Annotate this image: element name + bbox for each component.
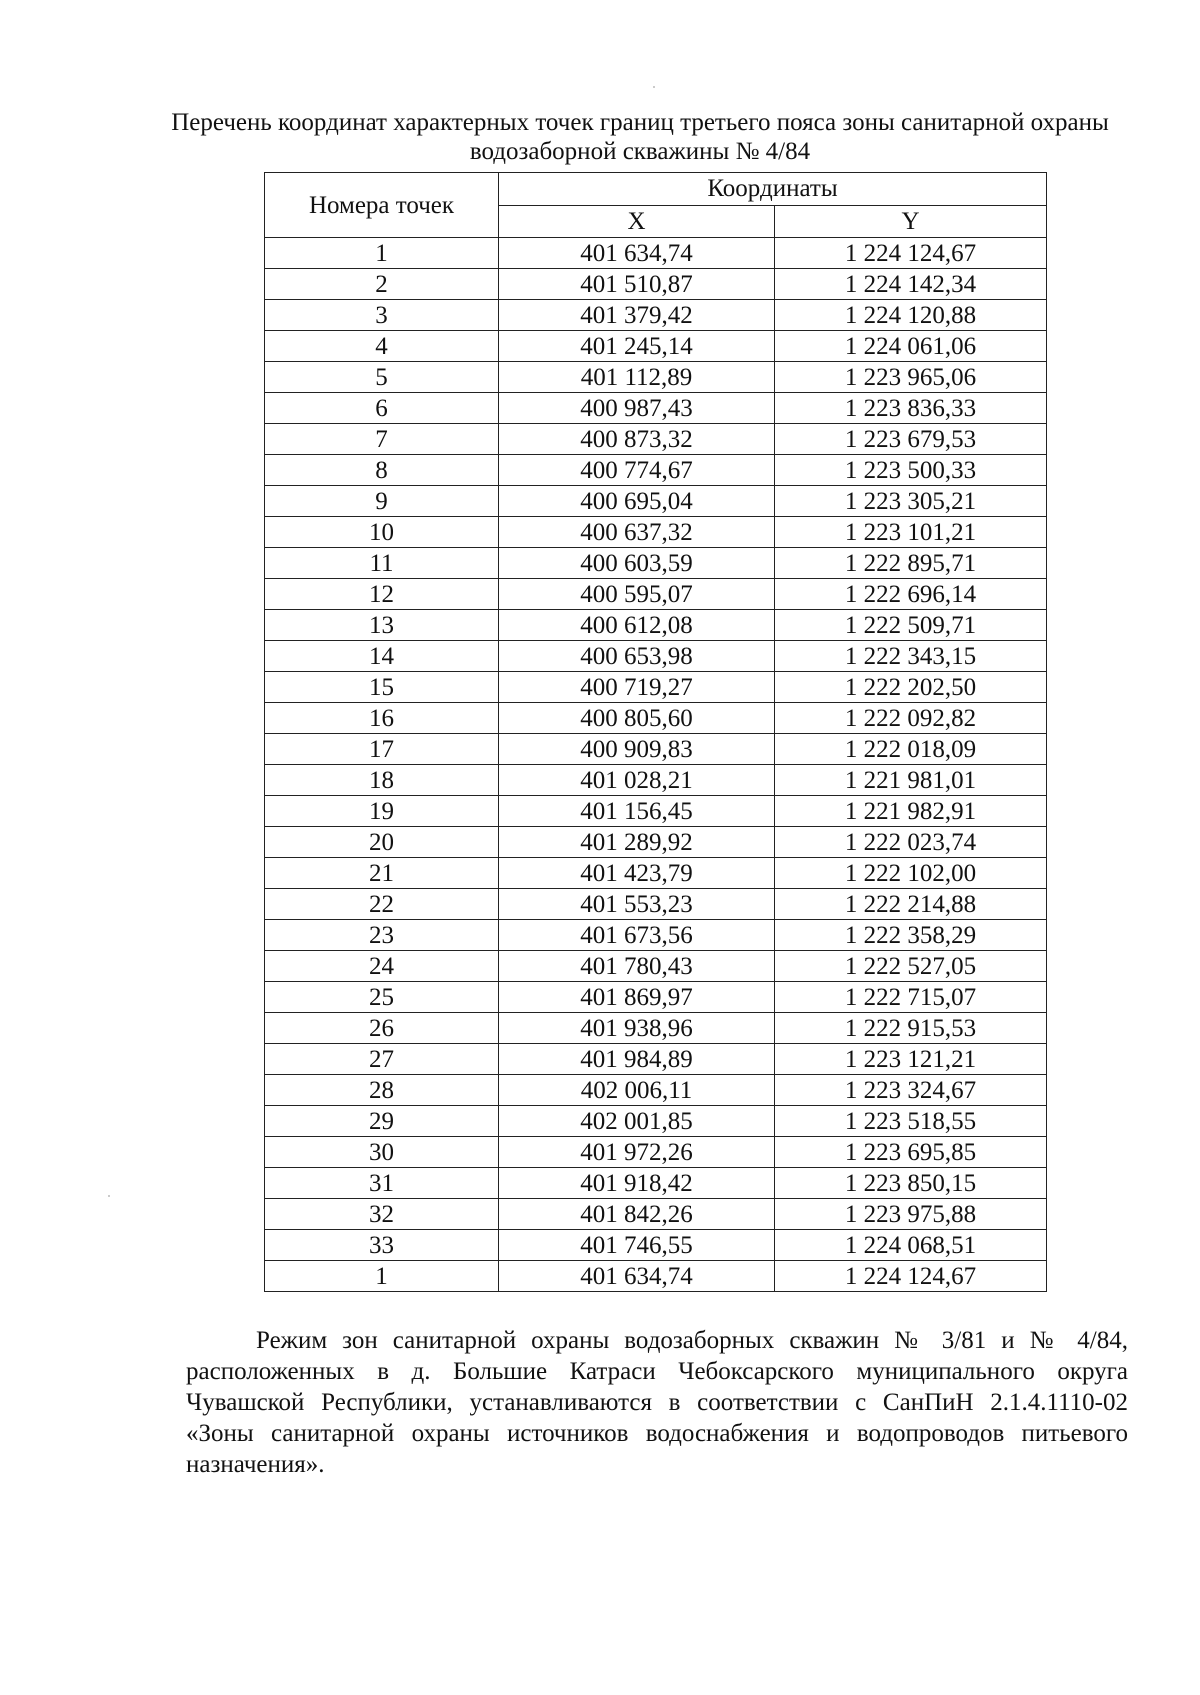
table-row bbox=[265, 393, 1047, 424]
point-number-cell: 10 bbox=[265, 517, 499, 548]
point-number-cell: 1 bbox=[265, 1261, 499, 1292]
x-coordinate-cell: 400 637,32 bbox=[499, 517, 775, 548]
point-number-cell: 23 bbox=[265, 920, 499, 951]
table-row bbox=[265, 827, 1047, 858]
x-coordinate-cell: 401 634,74 bbox=[499, 1261, 775, 1292]
point-number-cell: 17 bbox=[265, 734, 499, 765]
x-coordinate-cell: 400 987,43 bbox=[499, 393, 775, 424]
table-row bbox=[265, 424, 1047, 455]
table-row bbox=[265, 300, 1047, 331]
y-coordinate-cell: 1 223 324,67 bbox=[775, 1075, 1047, 1106]
table-body bbox=[265, 238, 1047, 1292]
table-row bbox=[265, 331, 1047, 362]
table-row bbox=[265, 734, 1047, 765]
table-row bbox=[265, 1044, 1047, 1075]
table-row bbox=[265, 703, 1047, 734]
y-coordinate-cell: 1 222 092,82 bbox=[775, 703, 1047, 734]
y-coordinate-cell: 1 223 305,21 bbox=[775, 486, 1047, 517]
x-coordinate-cell: 400 719,27 bbox=[499, 672, 775, 703]
table-row bbox=[265, 486, 1047, 517]
x-coordinate-cell: 401 780,43 bbox=[499, 951, 775, 982]
table-row bbox=[265, 641, 1047, 672]
y-coordinate-cell: 1 222 343,15 bbox=[775, 641, 1047, 672]
y-coordinate-cell: 1 223 850,15 bbox=[775, 1168, 1047, 1199]
table-row bbox=[265, 1106, 1047, 1137]
x-coordinate-cell: 401 972,26 bbox=[499, 1137, 775, 1168]
table-row bbox=[265, 1013, 1047, 1044]
x-coordinate-cell: 401 842,26 bbox=[499, 1199, 775, 1230]
point-number-cell: 30 bbox=[265, 1137, 499, 1168]
x-coordinate-cell: 402 001,85 bbox=[499, 1106, 775, 1137]
point-number-cell: 20 bbox=[265, 827, 499, 858]
table-row bbox=[265, 548, 1047, 579]
x-coordinate-cell: 401 746,55 bbox=[499, 1230, 775, 1261]
x-coordinate-cell: 402 006,11 bbox=[499, 1075, 775, 1106]
y-coordinate-cell: 1 223 679,53 bbox=[775, 424, 1047, 455]
regime-paragraph: Режим зон санитарной охраны водозаборных скважин № 3/81 и № 4/84, расположенных в д. Большие Катраси Чебоксарского муниципального округа Чувашской Республики, устанавливаются в соответствии с СанПиН 2.1.4.1110-02 «Зоны санитарной охраны источников водоснабжения и водопроводов питьевого назначения». bbox=[186, 1327, 1128, 1478]
table-row bbox=[265, 889, 1047, 920]
y-coordinate-cell: 1 222 358,29 bbox=[775, 920, 1047, 951]
table-row bbox=[265, 362, 1047, 393]
point-number-cell: 1 bbox=[265, 238, 499, 269]
x-coordinate-cell: 401 634,74 bbox=[499, 238, 775, 269]
x-coordinate-cell: 400 909,83 bbox=[499, 734, 775, 765]
point-number-cell: 2 bbox=[265, 269, 499, 300]
x-coordinate-cell: 401 869,97 bbox=[499, 982, 775, 1013]
table-row bbox=[265, 1261, 1047, 1292]
x-coordinate-cell: 400 595,07 bbox=[499, 579, 775, 610]
y-coordinate-cell: 1 224 061,06 bbox=[775, 331, 1047, 362]
y-coordinate-cell: 1 222 527,05 bbox=[775, 951, 1047, 982]
y-coordinate-cell: 1 223 836,33 bbox=[775, 393, 1047, 424]
table-row bbox=[265, 672, 1047, 703]
x-coordinate-cell: 400 653,98 bbox=[499, 641, 775, 672]
y-coordinate-cell: 1 223 101,21 bbox=[775, 517, 1047, 548]
point-number-cell: 16 bbox=[265, 703, 499, 734]
x-coordinate-cell: 400 603,59 bbox=[499, 548, 775, 579]
point-number-cell: 25 bbox=[265, 982, 499, 1013]
y-coordinate-cell: 1 224 120,88 bbox=[775, 300, 1047, 331]
x-coordinate-cell: 401 379,42 bbox=[499, 300, 775, 331]
y-coordinate-cell: 1 223 500,33 bbox=[775, 455, 1047, 486]
header-coordinates: Координаты bbox=[499, 173, 1047, 206]
x-coordinate-cell: 401 938,96 bbox=[499, 1013, 775, 1044]
point-number-cell: 7 bbox=[265, 424, 499, 455]
header-x: X bbox=[499, 205, 775, 238]
y-coordinate-cell: 1 222 202,50 bbox=[775, 672, 1047, 703]
point-number-cell: 15 bbox=[265, 672, 499, 703]
y-coordinate-cell: 1 223 121,21 bbox=[775, 1044, 1047, 1075]
y-coordinate-cell: 1 222 715,07 bbox=[775, 982, 1047, 1013]
point-number-cell: 3 bbox=[265, 300, 499, 331]
x-coordinate-cell: 401 156,45 bbox=[499, 796, 775, 827]
x-coordinate-cell: 401 553,23 bbox=[499, 889, 775, 920]
y-coordinate-cell: 1 221 981,01 bbox=[775, 765, 1047, 796]
document-title: Перечень координат характерных точек границ третьего пояса зоны санитарной охраны водозаборной скважины № 4/84 bbox=[171, 109, 1109, 165]
point-number-cell: 32 bbox=[265, 1199, 499, 1230]
x-coordinate-cell: 400 805,60 bbox=[499, 703, 775, 734]
x-coordinate-cell: 400 695,04 bbox=[499, 486, 775, 517]
table-row bbox=[265, 517, 1047, 548]
table-row bbox=[265, 1199, 1047, 1230]
point-number-cell: 21 bbox=[265, 858, 499, 889]
x-coordinate-cell: 401 245,14 bbox=[499, 331, 775, 362]
y-coordinate-cell: 1 223 975,88 bbox=[775, 1199, 1047, 1230]
table-row bbox=[265, 796, 1047, 827]
table-row bbox=[265, 982, 1047, 1013]
header-y: Y bbox=[775, 205, 1047, 238]
y-coordinate-cell: 1 224 142,34 bbox=[775, 269, 1047, 300]
x-coordinate-cell: 401 673,56 bbox=[499, 920, 775, 951]
point-number-cell: 31 bbox=[265, 1168, 499, 1199]
x-coordinate-cell: 401 112,89 bbox=[499, 362, 775, 393]
table-row bbox=[265, 1168, 1047, 1199]
coordinates-table bbox=[264, 172, 1047, 1292]
point-number-cell: 11 bbox=[265, 548, 499, 579]
table-row bbox=[265, 858, 1047, 889]
x-coordinate-cell: 401 918,42 bbox=[499, 1168, 775, 1199]
table-row bbox=[265, 920, 1047, 951]
table-row bbox=[265, 455, 1047, 486]
y-coordinate-cell: 1 222 018,09 bbox=[775, 734, 1047, 765]
y-coordinate-cell: 1 224 068,51 bbox=[775, 1230, 1047, 1261]
x-coordinate-cell: 401 289,92 bbox=[499, 827, 775, 858]
table-header-row bbox=[265, 173, 1047, 206]
y-coordinate-cell: 1 222 102,00 bbox=[775, 858, 1047, 889]
table-row bbox=[265, 238, 1047, 269]
point-number-cell: 6 bbox=[265, 393, 499, 424]
y-coordinate-cell: 1 223 965,06 bbox=[775, 362, 1047, 393]
point-number-cell: 22 bbox=[265, 889, 499, 920]
y-coordinate-cell: 1 222 214,88 bbox=[775, 889, 1047, 920]
point-number-cell: 14 bbox=[265, 641, 499, 672]
x-coordinate-cell: 401 423,79 bbox=[499, 858, 775, 889]
y-coordinate-cell: 1 224 124,67 bbox=[775, 1261, 1047, 1292]
table-row bbox=[265, 1230, 1047, 1261]
scan-speck bbox=[108, 1195, 110, 1197]
point-number-cell: 24 bbox=[265, 951, 499, 982]
y-coordinate-cell: 1 222 696,14 bbox=[775, 579, 1047, 610]
point-number-cell: 26 bbox=[265, 1013, 499, 1044]
point-number-cell: 5 bbox=[265, 362, 499, 393]
point-number-cell: 4 bbox=[265, 331, 499, 362]
point-number-cell: 29 bbox=[265, 1106, 499, 1137]
y-coordinate-cell: 1 222 895,71 bbox=[775, 548, 1047, 579]
point-number-cell: 12 bbox=[265, 579, 499, 610]
header-point-numbers: Номера точек bbox=[265, 173, 499, 238]
point-number-cell: 19 bbox=[265, 796, 499, 827]
point-number-cell: 27 bbox=[265, 1044, 499, 1075]
y-coordinate-cell: 1 224 124,67 bbox=[775, 238, 1047, 269]
point-number-cell: 18 bbox=[265, 765, 499, 796]
y-coordinate-cell: 1 222 023,74 bbox=[775, 827, 1047, 858]
x-coordinate-cell: 401 028,21 bbox=[499, 765, 775, 796]
table-row bbox=[265, 269, 1047, 300]
table-row bbox=[265, 951, 1047, 982]
x-coordinate-cell: 400 612,08 bbox=[499, 610, 775, 641]
x-coordinate-cell: 401 984,89 bbox=[499, 1044, 775, 1075]
table-row bbox=[265, 1137, 1047, 1168]
x-coordinate-cell: 400 774,67 bbox=[499, 455, 775, 486]
point-number-cell: 33 bbox=[265, 1230, 499, 1261]
scan-speck bbox=[653, 86, 655, 88]
x-coordinate-cell: 400 873,32 bbox=[499, 424, 775, 455]
y-coordinate-cell: 1 222 915,53 bbox=[775, 1013, 1047, 1044]
table-row bbox=[265, 579, 1047, 610]
table-row bbox=[265, 610, 1047, 641]
y-coordinate-cell: 1 222 509,71 bbox=[775, 610, 1047, 641]
x-coordinate-cell: 401 510,87 bbox=[499, 269, 775, 300]
table-row bbox=[265, 1075, 1047, 1106]
table-row bbox=[265, 765, 1047, 796]
y-coordinate-cell: 1 223 695,85 bbox=[775, 1137, 1047, 1168]
point-number-cell: 28 bbox=[265, 1075, 499, 1106]
point-number-cell: 13 bbox=[265, 610, 499, 641]
point-number-cell: 9 bbox=[265, 486, 499, 517]
point-number-cell: 8 bbox=[265, 455, 499, 486]
y-coordinate-cell: 1 221 982,91 bbox=[775, 796, 1047, 827]
y-coordinate-cell: 1 223 518,55 bbox=[775, 1106, 1047, 1137]
